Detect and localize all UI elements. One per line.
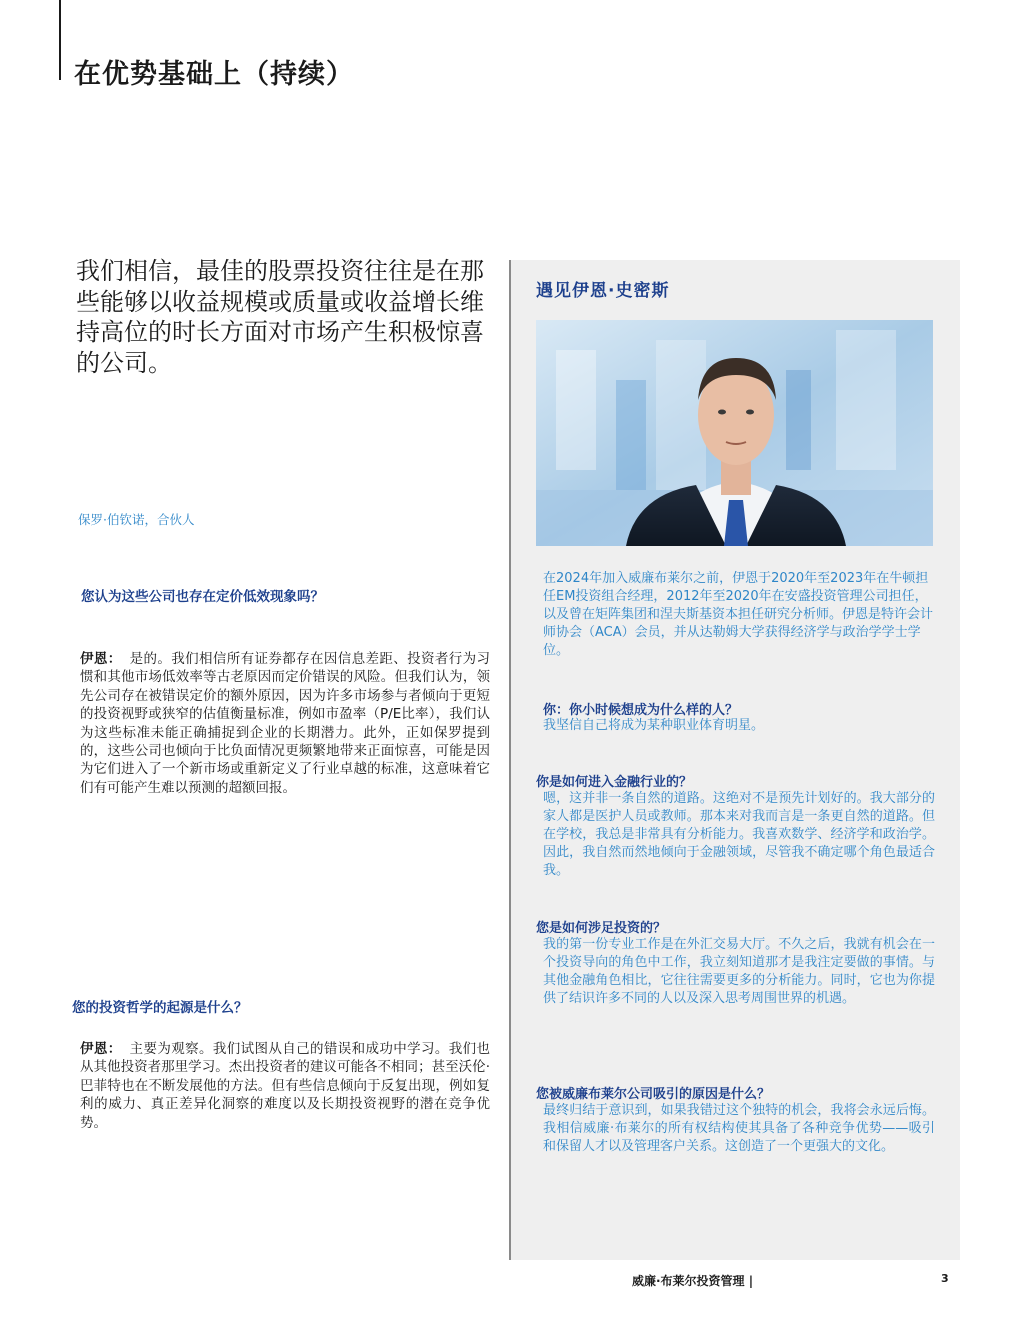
speaker-label: 伊恩： [80,651,122,667]
speaker-label: 伊恩： [80,1041,122,1057]
sidebar-question-3: 您是如何涉足投资的？ [536,921,667,936]
pull-quote: 我们相信，最佳的股票投资往往是在那些能够以收益规模或质量或收益增长维持高位的时长方面对市场产生积极惊喜的公司。 [76,257,484,377]
sidebar-question-1: 你：你小时候想成为什么样的人？ [543,703,739,718]
interview-answer-1 [80,650,490,797]
interview-question-2: 您的投资哲学的起源是什么？ [72,1000,248,1016]
sidebar-rule [509,260,511,1260]
sidebar-answer-1: 我坚信自己将成为某种职业体育明星。 [543,718,765,733]
sidebar-title: 遇见伊恩·史密斯 [536,281,670,301]
quote-attribution: 保罗·伯钦诺，合伙人 [78,512,195,527]
sidebar-question-4: 您被威廉布莱尔公司吸引的原因是什么？ [536,1087,771,1102]
footer-brand: 威廉·布莱尔投资管理 | [632,1274,754,1288]
profile-bio: 在2024年加入威廉布莱尔之前，伊恩于2020年至2023年在牛顿担任EM投资组合经理，2012年至2020年在安盛投资管理公司担任，以及曾在矩阵集团和涅夫斯基资本担任研究分析师。伊恩是特许会计师协会（ACA）会员，并从达勒姆大学获得经济学与政治学学士学位。 [543,571,934,658]
interview-answer-2 [80,1040,490,1132]
portrait-photo [536,320,933,546]
answer-text: 主要为观察。我们试图从自己的错误和成功中学习。我们也从其他投资者那里学习。杰出投资者的建议可能各不相同；甚至沃伦·巴菲特也在不断发展他的方法。但有些信息倾向于反复出现，例如复利的威力、真正差异化洞察的难度以及长期投资视野的潜在竞争优势。 [80,1041,490,1131]
sidebar-answer-2: 嗯，这并非一条自然的道路。这绝对不是预先计划好的。我大部分的家人都是医护人员或教师。那本来对我而言是一条更自然的道路。但在学校，我总是非常具有分析能力。我喜欢数学、经济学和政治学。因此，我自然而然地倾向于金融领域，尽管我不确定哪个角色最适合我。 [543,791,935,878]
sidebar-answer-3: 我的第一份专业工作是在外汇交易大厅。不久之后，我就有机会在一个投资导向的角色中工作，我立刻知道那才是我注定要做的事情。与其他金融角色相比，它往往需要更多的分析能力。同时，它也为你提供了结识许多不同的人以及深入思考周围世界的机遇。 [543,937,935,1006]
interview-question-1: 您认为这些公司也存在定价低效现象吗？ [81,589,324,605]
portrait-illustration [536,320,933,546]
sidebar-answer-4: 最终归结于意识到，如果我错过这个独特的机会，我将会永远后悔。我相信威廉·布莱尔的所有权结构使其具备了各种竞争优势——吸引和保留人才以及管理客户关系。这创造了一个更强大的文化。 [543,1103,935,1154]
header-rule [59,0,61,80]
answer-text: 是的。我们相信所有证券都存在因信息差距、投资者行为习惯和其他市场低效率等古老原因而定价错误的风险。但我们认为，领先公司存在被错误定价的额外原因，因为许多市场参与者倾向于更短的投资视野或狭窄的估值衡量标准，例如市盈率（P/E比率），我们认为这些标准未能正确捕捉到企业的长期潜力。此外，正如保罗提到的，这些公司也倾向于比负面情况更频繁地带来正面惊喜，可能是因为它们进入了一个新市场或重新定义了行业卓越的标准，这意味着它们有可能产生难以预测的超额回报。 [80,651,490,796]
page-title: 在优势基础上（持续） [74,59,354,90]
sidebar-question-2: 你是如何进入金融行业的？ [536,775,693,790]
page-number: 3 [941,1272,949,1285]
